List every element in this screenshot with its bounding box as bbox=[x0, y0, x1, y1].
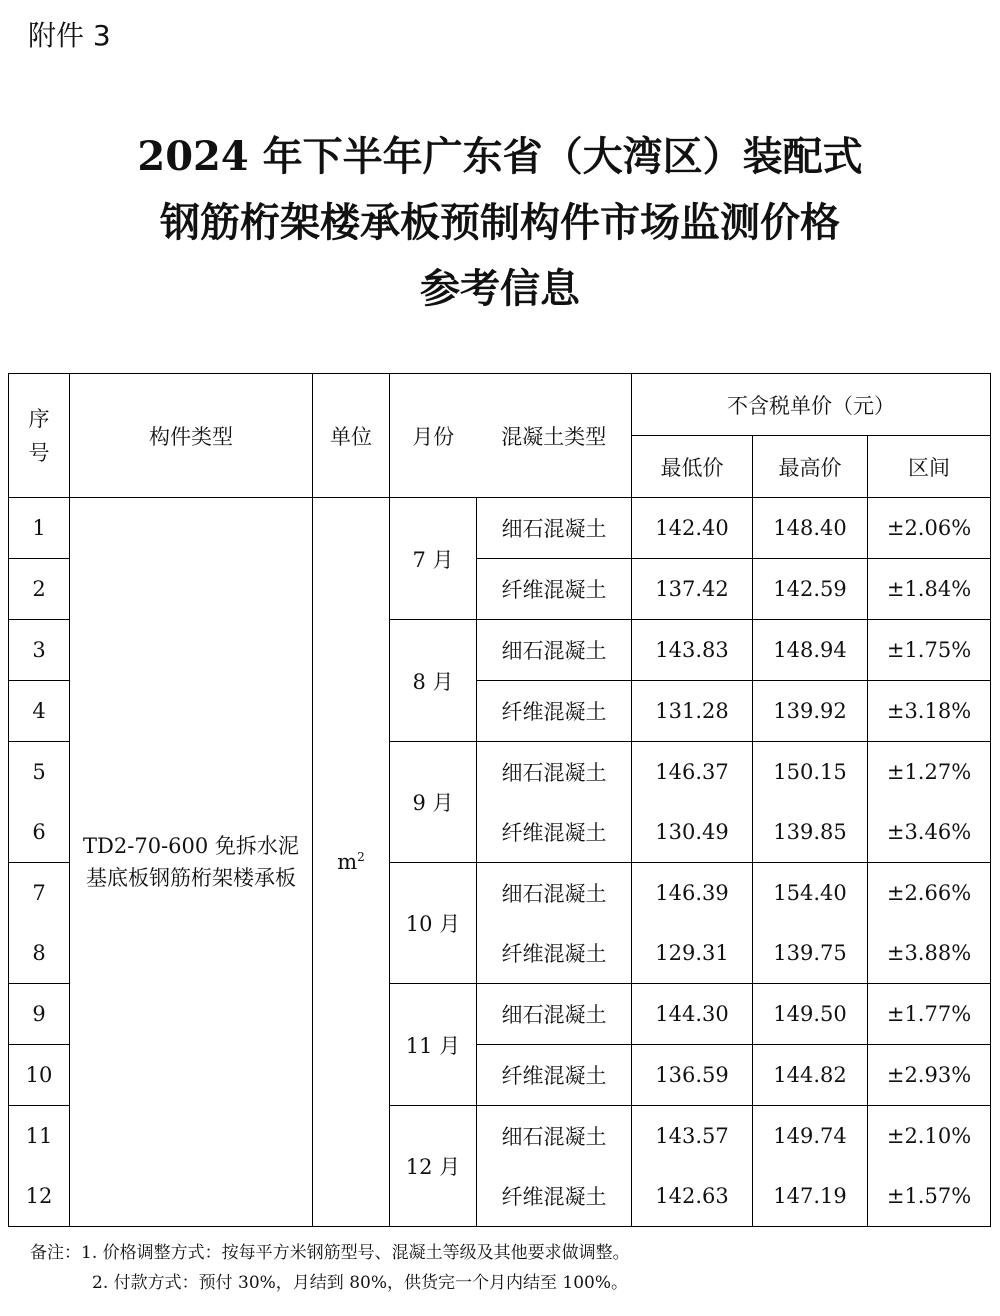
category-cell: TD2-70-600 免拆水泥基底板钢筋桁架楼承板 bbox=[70, 498, 313, 1227]
max-price-cell: 149.50 bbox=[753, 984, 868, 1045]
range-cell: ±1.77% bbox=[868, 984, 991, 1045]
seq-cell: 9 bbox=[9, 984, 70, 1045]
max-price-cell: 139.75 bbox=[753, 923, 868, 984]
seq-cell: 6 bbox=[9, 802, 70, 863]
min-price-cell: 144.30 bbox=[632, 984, 753, 1045]
table-row bbox=[9, 498, 991, 559]
max-price-cell: 148.40 bbox=[753, 498, 868, 559]
header-category: 构件类型 bbox=[70, 374, 313, 498]
seq-cell: 2 bbox=[9, 559, 70, 620]
document-title-line-3: 参考信息 bbox=[420, 265, 580, 312]
max-price-cell: 144.82 bbox=[753, 1045, 868, 1106]
concrete-cell: 细石混凝土 bbox=[477, 620, 632, 681]
header-range: 区间 bbox=[868, 436, 991, 498]
concrete-cell: 纤维混凝土 bbox=[477, 1166, 632, 1227]
concrete-cell: 细石混凝土 bbox=[477, 742, 632, 803]
seq-cell: 11 bbox=[9, 1106, 70, 1167]
month-cell: 8 月 bbox=[390, 620, 477, 742]
max-price-cell: 147.19 bbox=[753, 1166, 868, 1227]
max-price-cell: 149.74 bbox=[753, 1106, 868, 1167]
header-concrete: 混凝土类型 bbox=[477, 374, 632, 498]
note-line-2: 2. 付款方式：预付 30%，月结到 80%，供货完一个月内结至 100%。 bbox=[92, 1273, 629, 1293]
note-line-1: 备注：1. 价格调整方式：按每平方米钢筋型号、混凝土等级及其他要求做调整。 bbox=[30, 1243, 630, 1263]
min-price-cell: 136.59 bbox=[632, 1045, 753, 1106]
concrete-cell: 细石混凝土 bbox=[477, 984, 632, 1045]
max-price-cell: 142.59 bbox=[753, 559, 868, 620]
seq-cell: 4 bbox=[9, 681, 70, 742]
concrete-cell: 纤维混凝土 bbox=[477, 681, 632, 742]
max-price-cell: 139.85 bbox=[753, 802, 868, 863]
min-price-cell: 146.39 bbox=[632, 863, 753, 924]
price-table bbox=[8, 373, 991, 1227]
min-price-cell: 143.57 bbox=[632, 1106, 753, 1167]
concrete-cell: 细石混凝土 bbox=[477, 498, 632, 559]
range-cell: ±2.93% bbox=[868, 1045, 991, 1106]
min-price-cell: 146.37 bbox=[632, 742, 753, 803]
range-cell: ±1.27% bbox=[868, 742, 991, 803]
month-cell: 12 月 bbox=[390, 1106, 477, 1227]
month-cell: 9 月 bbox=[390, 742, 477, 863]
header-seq: 序 号 bbox=[9, 374, 70, 498]
header-month: 月份 bbox=[390, 374, 477, 498]
document-title-line-2: 钢筋桁架楼承板预制构件市场监测价格 bbox=[160, 199, 840, 246]
range-cell: ±1.57% bbox=[868, 1166, 991, 1227]
concrete-cell: 纤维混凝土 bbox=[477, 923, 632, 984]
concrete-cell: 细石混凝土 bbox=[477, 1106, 632, 1167]
min-price-cell: 130.49 bbox=[632, 802, 753, 863]
range-cell: ±2.06% bbox=[868, 498, 991, 559]
range-cell: ±3.18% bbox=[868, 681, 991, 742]
seq-cell: 8 bbox=[9, 923, 70, 984]
month-cell: 7 月 bbox=[390, 498, 477, 620]
min-price-cell: 137.42 bbox=[632, 559, 753, 620]
concrete-cell: 纤维混凝土 bbox=[477, 1045, 632, 1106]
header-min-price: 最低价 bbox=[632, 436, 753, 498]
notes bbox=[30, 1238, 630, 1298]
document-title-line-1: 2024 年下半年广东省（大湾区）装配式 bbox=[137, 133, 863, 180]
seq-cell: 5 bbox=[9, 742, 70, 803]
month-cell: 11 月 bbox=[390, 984, 477, 1106]
range-cell: ±1.84% bbox=[868, 559, 991, 620]
range-cell: ±3.46% bbox=[868, 802, 991, 863]
seq-cell: 1 bbox=[9, 498, 70, 559]
concrete-cell: 细石混凝土 bbox=[477, 863, 632, 924]
min-price-cell: 142.40 bbox=[632, 498, 753, 559]
max-price-cell: 154.40 bbox=[753, 863, 868, 924]
max-price-cell: 150.15 bbox=[753, 742, 868, 803]
max-price-cell: 139.92 bbox=[753, 681, 868, 742]
min-price-cell: 129.31 bbox=[632, 923, 753, 984]
min-price-cell: 131.28 bbox=[632, 681, 753, 742]
range-cell: ±1.75% bbox=[868, 620, 991, 681]
header-unit: 单位 bbox=[313, 374, 390, 498]
seq-cell: 7 bbox=[9, 863, 70, 924]
range-cell: ±3.88% bbox=[868, 923, 991, 984]
range-cell: ±2.10% bbox=[868, 1106, 991, 1167]
header-max-price: 最高价 bbox=[753, 436, 868, 498]
seq-cell: 10 bbox=[9, 1045, 70, 1106]
unit-cell: $m^2$ bbox=[313, 498, 390, 1227]
header-price-group: 不含税单价（元） bbox=[632, 374, 991, 436]
min-price-cell: 143.83 bbox=[632, 620, 753, 681]
min-price-cell: 142.63 bbox=[632, 1166, 753, 1227]
seq-cell: 3 bbox=[9, 620, 70, 681]
concrete-cell: 纤维混凝土 bbox=[477, 559, 632, 620]
month-cell: 10 月 bbox=[390, 863, 477, 984]
seq-cell: 12 bbox=[9, 1166, 70, 1227]
max-price-cell: 148.94 bbox=[753, 620, 868, 681]
concrete-cell: 纤维混凝土 bbox=[477, 802, 632, 863]
attachment-label: 附件 3 bbox=[28, 19, 111, 52]
range-cell: ±2.66% bbox=[868, 863, 991, 924]
